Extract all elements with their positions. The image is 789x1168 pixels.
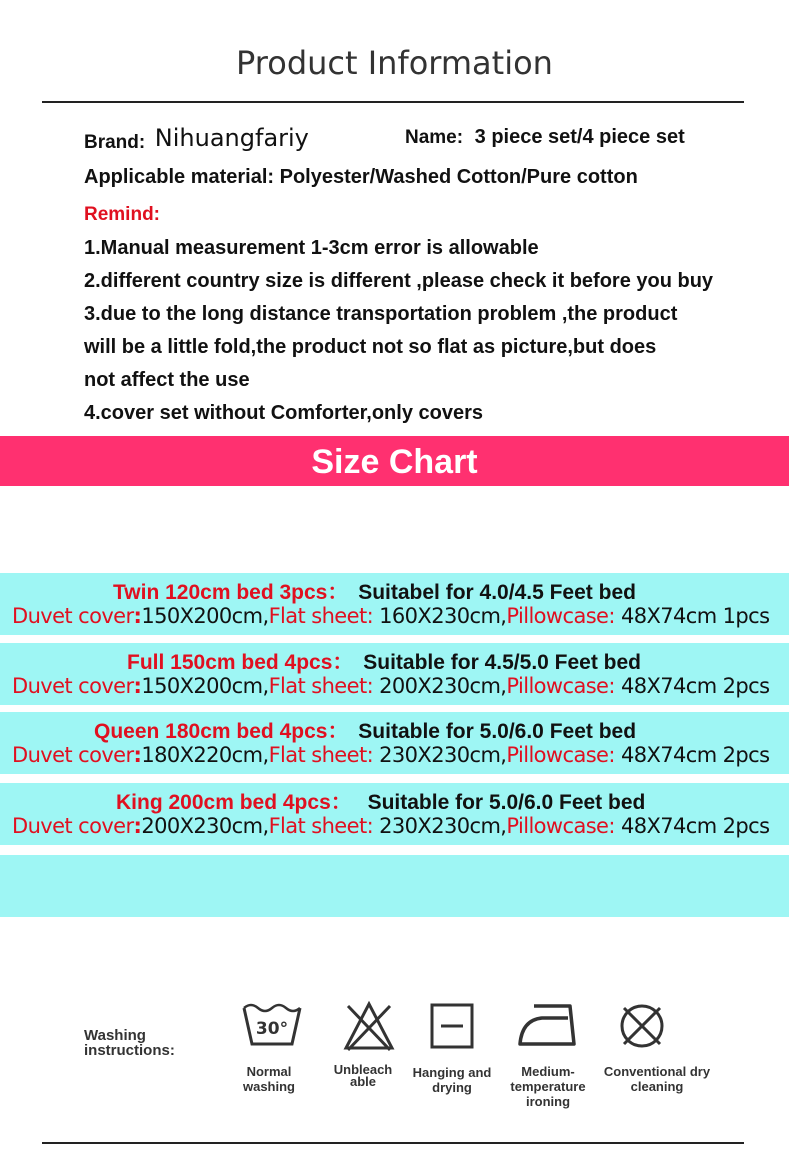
note-1: 1.Manual measurement 1-3cm error is allowable	[84, 237, 539, 259]
size-row-queen: Queen 180cm bed 4pcs： Suitable for 5.0/6.0 Feet bed Duvet cover:180X220cm,Flat sheet: 230X230cm,Pillowcase: 48X74cm 2pcs	[0, 712, 789, 774]
pillow-size: 48X74cm 2pcs	[620, 674, 770, 698]
brand-label: Brand:	[84, 132, 146, 153]
note-3: 3.due to the long distance transportation problem ,the product	[84, 303, 678, 325]
pillow-label: Pillowcase:	[506, 743, 621, 767]
iron-medium-icon	[516, 1000, 580, 1054]
flat-label: Flat sheet:	[268, 814, 380, 838]
name-label: Name:	[405, 127, 464, 148]
duvet-label: Duvet cover	[12, 674, 134, 698]
material-text: Applicable material: Polyester/Washed Cotton/Pure cotton	[84, 166, 638, 188]
duvet-label: Duvet cover	[12, 743, 134, 767]
duvet-label: Duvet cover	[12, 814, 134, 838]
size-name: King 200cm bed 4pcs：	[116, 791, 352, 814]
wash-caption: Normal washing	[242, 1064, 295, 1094]
pillow-size: 48X74cm 2pcs	[620, 814, 770, 838]
flat-size: 230X230cm,	[379, 743, 507, 767]
size-name: Queen 180cm bed 4pcs：	[94, 720, 349, 743]
note-3-end: not affect the use	[84, 369, 250, 391]
brand-value: Nihuangfariy	[154, 124, 309, 152]
page-title: Product Information	[236, 44, 553, 82]
size-fit: Suitable for 5.0/6.0 Feet bed	[367, 791, 646, 814]
name-value: 3 piece set/4 piece set	[474, 126, 685, 148]
washing-label-line1: Washing	[84, 1027, 146, 1044]
flat-size: 230X230cm,	[379, 814, 507, 838]
name-row	[405, 126, 685, 149]
flat-size: 160X230cm,	[379, 604, 507, 628]
wash-30-icon	[241, 1000, 303, 1054]
duvet-size: 180X220cm,	[141, 743, 269, 767]
bleach-caption: Unbleach able	[333, 1062, 393, 1089]
washing-label-line2: instructions:	[84, 1042, 175, 1059]
size-fit: Suitabel for 4.0/4.5 Feet bed	[358, 581, 636, 604]
size-name: Full 150cm bed 4pcs：	[127, 651, 354, 674]
hang-dry-icon	[428, 1000, 476, 1054]
hang-caption: Hanging and drying	[412, 1065, 492, 1095]
size-fit: Suitable for 5.0/6.0 Feet bed	[358, 720, 637, 743]
no-bleach-icon	[342, 1000, 396, 1054]
pillow-size: 48X74cm 1pcs	[620, 604, 770, 628]
note-4: 4.cover set without Comforter,only covers	[84, 402, 483, 424]
size-fit: Suitable for 4.5/5.0 Feet bed	[363, 651, 642, 674]
duvet-label: Duvet cover	[12, 604, 134, 628]
flat-size: 200X230cm,	[379, 674, 507, 698]
size-row-full: Full 150cm bed 4pcs： Suitable for 4.5/5.0 Feet bed Duvet cover:150X200cm,Flat sheet: 200X230cm,Pillowcase: 48X74cm 2pcs	[0, 643, 789, 705]
note-2: 2.different country size is different ,please check it before you buy	[84, 270, 714, 292]
size-name: Twin 120cm bed 3pcs：	[113, 581, 349, 604]
duvet-size: 150X200cm,	[141, 674, 269, 698]
iron-caption: Medium- temperature ironing	[510, 1064, 586, 1109]
pillow-label: Pillowcase:	[506, 674, 621, 698]
pillow-size: 48X74cm 2pcs	[620, 743, 770, 767]
title-divider	[42, 101, 744, 103]
size-row-king: King 200cm bed 4pcs： Suitable for 5.0/6.0 Feet bed Duvet cover:200X230cm,Flat sheet: 230X230cm,Pillowcase: 48X74cm 2pcs	[0, 783, 789, 845]
flat-label: Flat sheet:	[268, 604, 380, 628]
flat-label: Flat sheet:	[268, 743, 380, 767]
size-chart-banner: Size Chart	[0, 436, 789, 486]
size-row-twin: Twin 120cm bed 3pcs： Suitabel for 4.0/4.5 Feet bed Duvet cover:150X200cm,Flat sheet: 160X230cm,Pillowcase: 48X74cm 1pcs	[0, 573, 789, 635]
washing-label	[84, 1028, 175, 1058]
duvet-size: 200X230cm,	[141, 814, 269, 838]
dry-clean-caption: Conventional dry cleaning	[603, 1064, 711, 1094]
no-dry-clean-icon	[615, 1000, 669, 1054]
bottom-divider	[42, 1142, 744, 1144]
duvet-size: 150X200cm,	[141, 604, 269, 628]
empty-band	[0, 855, 789, 917]
remind-label: Remind:	[84, 204, 160, 225]
svg-text:30°: 30°	[255, 1019, 289, 1039]
flat-label: Flat sheet:	[268, 674, 380, 698]
note-3-cont: will be a little fold,the product not so flat as picture,but does	[84, 336, 657, 358]
pillow-label: Pillowcase:	[506, 604, 621, 628]
brand-row	[84, 124, 309, 154]
pillow-label: Pillowcase:	[506, 814, 621, 838]
